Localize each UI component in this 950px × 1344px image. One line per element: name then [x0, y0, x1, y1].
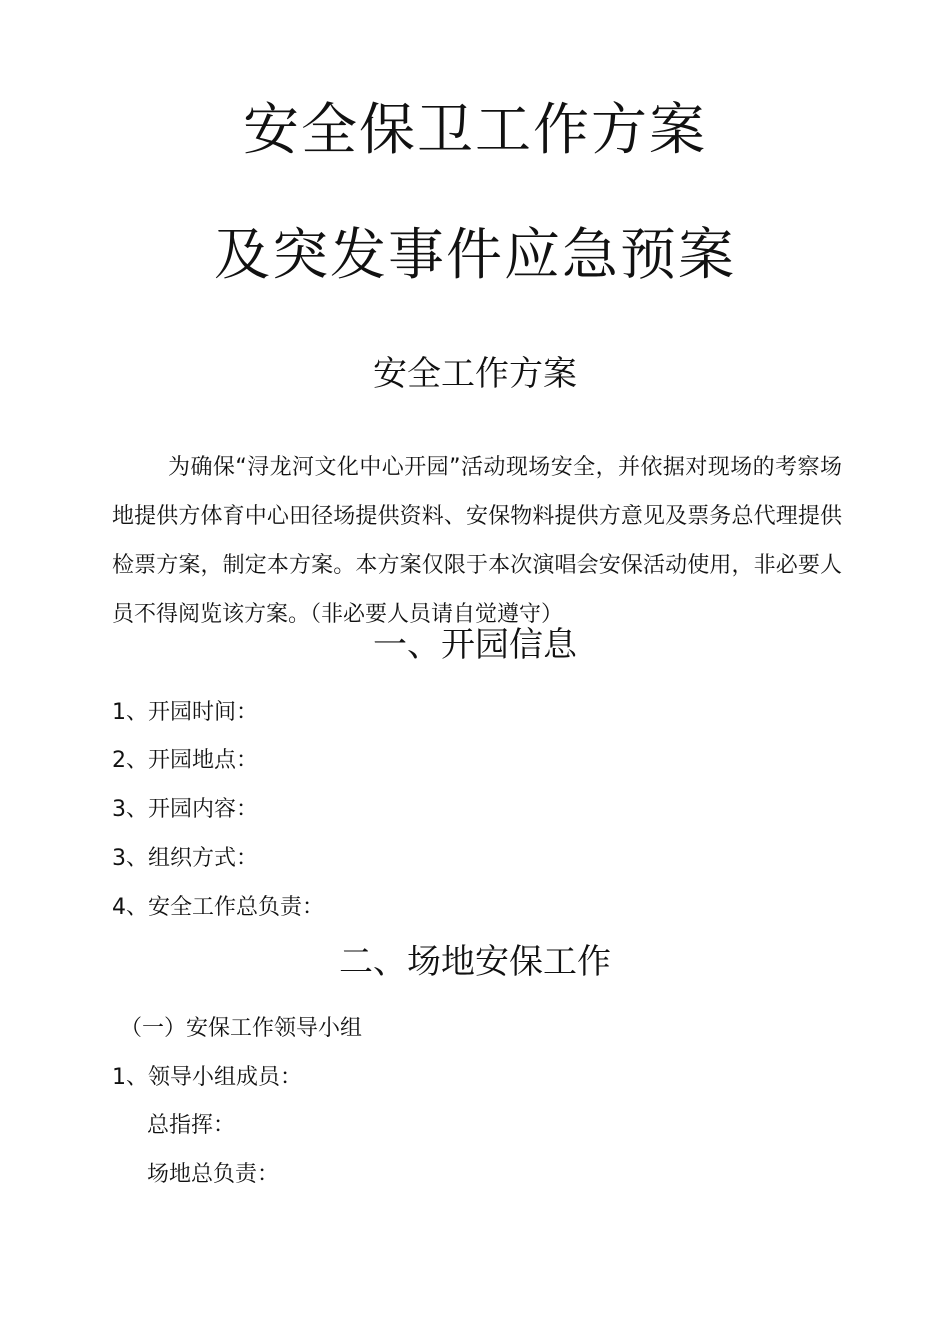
commander-line: 总指挥： [147, 1113, 236, 1138]
document-title-line-2: 及突发事件应急预案 [214, 223, 736, 288]
section-heading-safety-plan: 安全工作方案 [373, 354, 577, 394]
opening-time-line: 1、开园时间： [112, 700, 258, 725]
security-leadership-group-heading: （一）安保工作领导小组 [120, 1016, 363, 1041]
opening-location-line: 2、开园地点： [112, 748, 258, 773]
intro-paragraph: 为确保“浔龙河文化中心开园”活动现场安全，并依据对现场的考察场地提供方体育中心田径场提供资料、安保物料提供方意见及票务总代理提供检票方案，制定本方案。本方案仅限于本次演唱会安保活动使用，非必要人员不得阅览该方案。（非必要人员请自觉遵守） [112, 455, 842, 627]
safety-lead-line: 4、安全工作总负责： [112, 895, 324, 920]
venue-lead-line: 场地总负责： [147, 1162, 280, 1187]
organization-method-line: 3、组织方式： [112, 846, 258, 871]
part-two-heading: 二、场地安保工作 [339, 942, 611, 982]
document-title-line-1: 安全保卫工作方案 [243, 98, 707, 163]
opening-content-line: 3、开园内容： [112, 797, 258, 822]
leadership-members-label: 1、领导小组成员： [112, 1065, 302, 1090]
part-one-heading: 一、开园信息 [373, 625, 577, 665]
